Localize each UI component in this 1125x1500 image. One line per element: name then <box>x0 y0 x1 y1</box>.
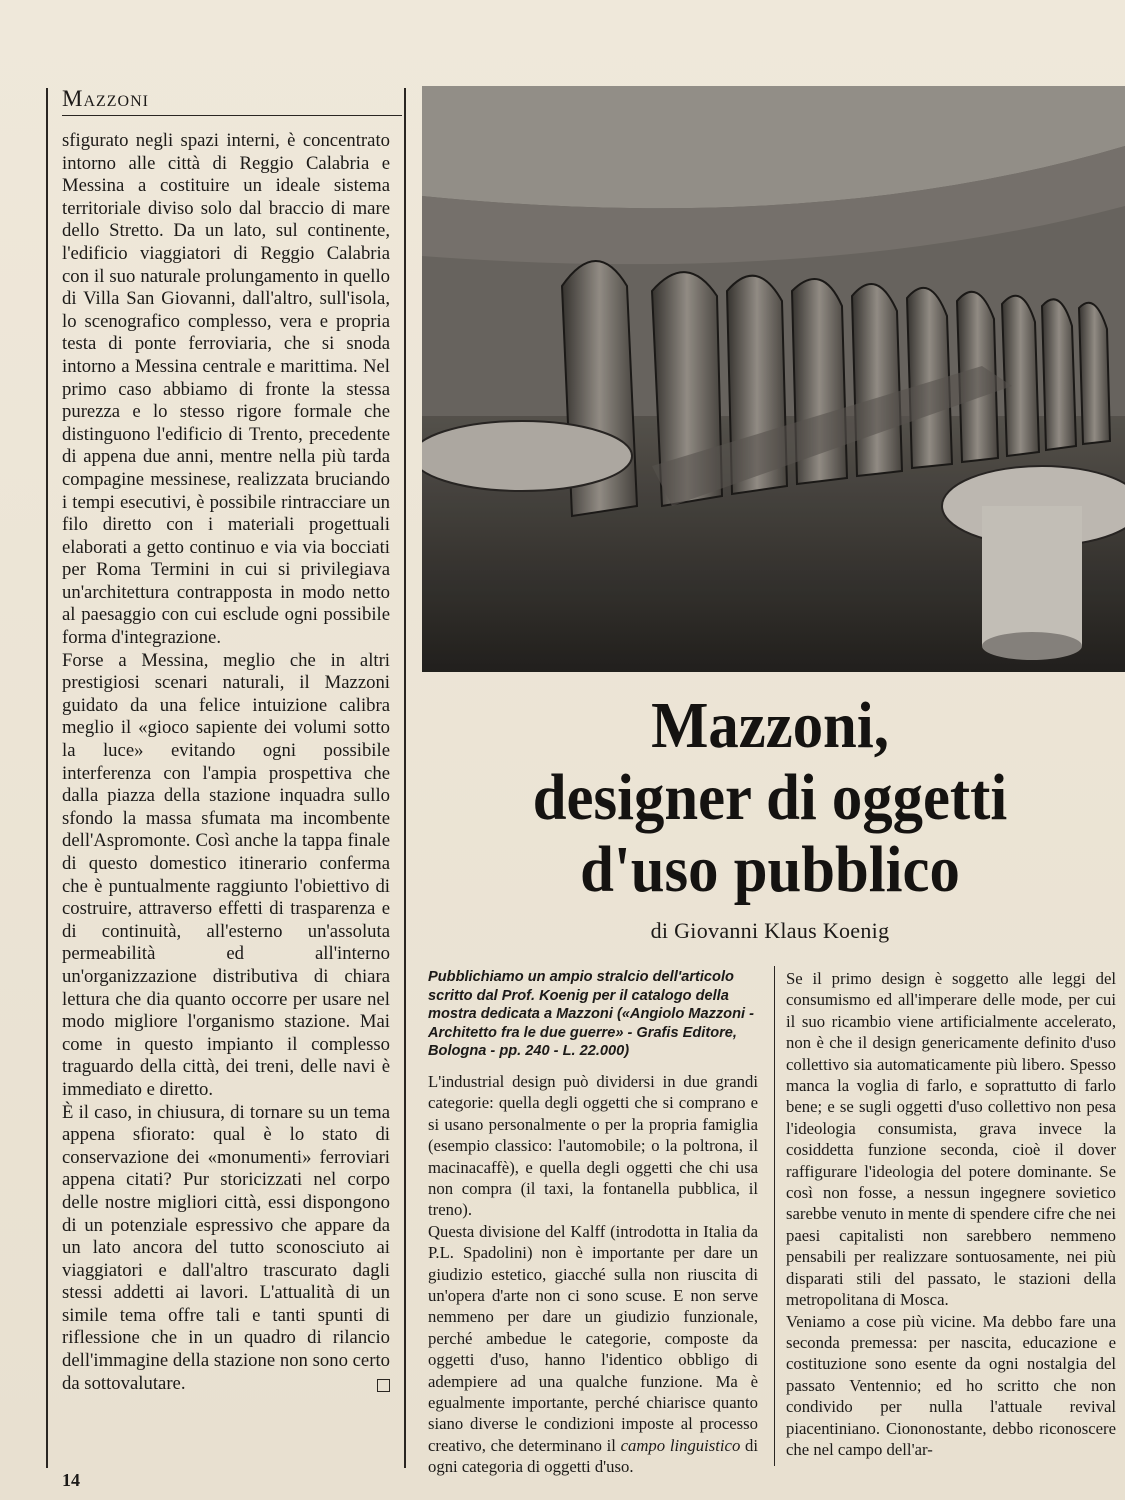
waiting-room-benches-photo <box>422 86 1125 672</box>
middle-paragraph-2-start: Questa divisione del Kalff (introdotta in Italia da P.L. Spadolini) non è importante per dare un giudizio estetico, giacché sulla non riuscita di un'opera d'arte non ci sono scuse. E non serve nemmeno per dare un giudizio funzionale, perché ambedue le categorie, composte da oggetti d'uso, hanno l'identico obbligo di adempiere ad una qualche funzione. Ma è egualmente importante, perché chiarisce quanto siano diverse le condizioni imposte al processo creativo, che determinano il <box>428 1221 758 1455</box>
column-divider-rule <box>404 88 406 1468</box>
left-paragraph-3-text: È il caso, in chiusura, di tornare su un tema appena sfiorato: qual è lo stato di conservazione dei «monumenti» ferroviari appena citati? Pur storicizzati nel corpo delle nostre migliori città, essi dispongono di un potenziale espressivo che appare da un lato ancora del tutto sconosciuto ai viaggiatori e dall'altro trascurato dagli stessi addetti ai lavori. L'attualità di un simile tema offre tali e tanti spunti di riflessione che in un quadro di rilancio dell'immagine della stazione non sono certo da sottovalutare. <box>62 1101 390 1394</box>
left-paragraph-3 <box>62 1102 390 1396</box>
photo-illustration <box>422 86 1125 672</box>
left-paragraph-2: Forse a Messina, meglio che in altri prestigiosi scenari naturali, il Mazzoni guidato da una felice intuizione calibra meglio il «gioco sapiente dei volumi sotto la luce» evitando ogni possibile interferenza con l'ampia prospettiva che dalla piazza della stazione inquadra sullo sfondo la massa sfumata ma incombente dell'Aspromonte. Così anche la tappa finale di questo domestico itinerario conferma che è puntualmente raggiunto l'obiettivo di costruire, attraverso effetti di trasparenza e di continuità, all'esterno un'assoluta permeabilità ed all'interno un'organizzazione distributiva di chiara lettura che dia quanto occorre per usare nel modo migliore l'organismo stazione. Mai come in questo impianto il complesso traguardo della città, dei treni, delle navi è immediato e diretto. <box>62 649 390 1100</box>
middle-paragraph-2-end: di ogni categoria di oggetti d'uso. <box>428 1435 758 1477</box>
headline-line-3: d'uso pubblico <box>580 833 960 906</box>
right-column <box>786 968 1116 1460</box>
middle-paragraph-1: L'industrial design può dividersi in due grandi categorie: quella degli oggetti che si comprano e si usano personalmente o per la propria famiglia (esempio classico: l'automobile; o la poltrona, il macinacaffè), e quella degli oggetti che chi usa non compra (il taxi, la fontanella pubblica, il treno). <box>428 1071 758 1220</box>
middle-paragraph-2 <box>428 1221 758 1478</box>
intro-note: Pubblichiamo un ampio stralcio dell'articolo scritto dal Prof. Koenig per il catalogo della mostra dedicata a Mazzoni («Angiolo Mazzoni - Architetto fra le due guerre» - Grafis Editore, Bologna - pp. 240 - L. 22.000) <box>428 969 754 1060</box>
article-headline <box>466 690 1073 906</box>
headline-line-1: Mazzoni, <box>651 689 889 762</box>
middle-column <box>428 968 758 1478</box>
left-margin-rule <box>46 88 48 1468</box>
left-column <box>62 130 390 1395</box>
left-paragraph-1: sfigurato negli spazi interni, è concentrato intorno alle città di Reggio Calabria e Messina a costituire un ideale sistema territoriale diviso solo dal braccio di mare dello Stretto. Da un lato, sul continente, l'edificio viaggiatori di Reggio Calabria con il suo naturale prolungamento in quello di Villa San Giovanni, dall'altro, sull'isola, lo scenografico complesso, vera e propria testa di ponte ferroviaria, che si snoda intorno a Messina centrale e marittima. Nel primo caso abbiamo di fronte la stessa purezza e lo stesso rigore formale che distinguono l'edificio di Trento, precedente di appena due anni, mentre nella più tarda compagine messinese, realizzata bruciando i tempi esecutivi, è possibile rintracciare un filo diretto con i materiali progettuali elaborati a getto continuo e via via bocciati per Roma Termini in cui si privilegiava un'architettura contrapposta in modo netto al paesaggio con cui esclude ogni possibile forma d'integrazione. <box>62 130 390 649</box>
end-of-article-mark <box>377 1379 390 1392</box>
running-head: Mazzoni <box>62 86 402 116</box>
right-paragraph-2: Veniamo a cose più vicine. Ma debbo fare una seconda premessa: per nascita, educazione e costituzione sono esente da ogni nostalgia del passato Ventennio; ed ho scritto che non condivido per nulla l'attuale revival piacentiniano. Ciononostante, debbo riconoscere che nel campo dell'ar- <box>786 1311 1116 1459</box>
byline: di Giovanni Klaus Koenig <box>650 918 890 943</box>
page-number: 14 <box>62 1470 80 1490</box>
column-divider-rule-2 <box>774 966 775 1466</box>
middle-paragraph-2-italic: campo linguistico <box>620 1435 741 1455</box>
right-paragraph-1: Se il primo design è soggetto alle leggi del consumismo ed all'imperare delle mode, per cui il suo ricambio viene artificialmente accelerato, non è che il design genericamente definito d'uso collettivo sia automaticamente più libero. Spesso manca la voglia di farlo, e soprattutto di farlo bene; e se sugli oggetti d'uso collettivo non pesa l'ideologia consumista, grava invece la cosiddetta funzione seconda, cioè il dover raffigurare l'ideologia del potere dominante. Se così non fosse, a nessun ingegnere sovietico sarebbe venuto in mente di spendere cifre che nei paesi capitalisti non sarebbero nemmeno pensabili per realizzare sontuosamente, nei più disparati stili del passato, le stazioni della metropolitana di Mosca. <box>786 969 1116 1310</box>
headline-line-2: designer di oggetti <box>532 761 1008 834</box>
